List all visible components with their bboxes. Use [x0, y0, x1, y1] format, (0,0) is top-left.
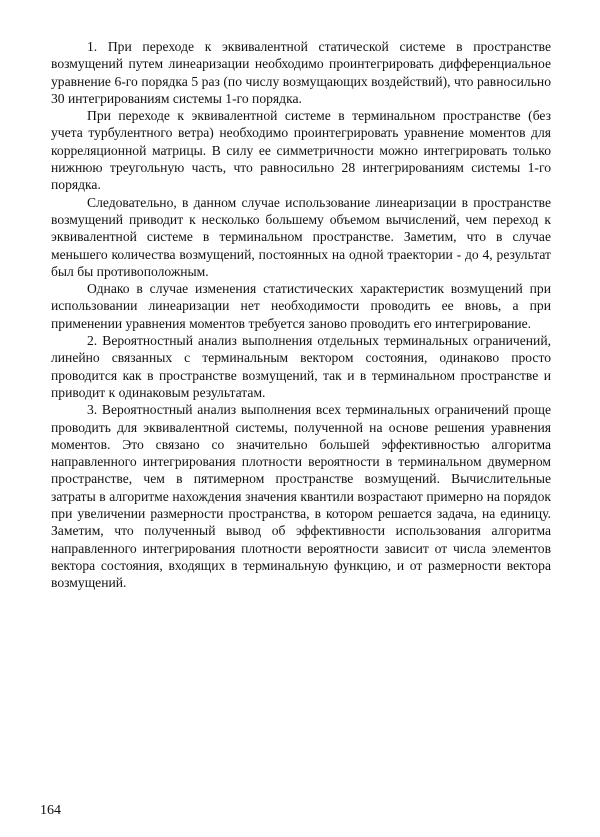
- paragraph-4: Однако в случае изменения статистических характеристик возмущений при использовании линеаризации нет необходимости проводить ее вновь, а при применении уравнения моментов требуется заново проводить его интегрирование.: [51, 281, 551, 331]
- paragraph-2: При переходе к эквивалентной системе в терминальном пространстве (без учета турбулентного ветра) необходимо проинтегрировать уравнение моментов для корреляционной матрицы. В силу ее симметричности можно интегрировать только нижнюю треугольную часть, что равносильно 28 интегрированиям системы 1-го порядка.: [51, 108, 551, 193]
- paragraph-5: 2. Вероятностный анализ выполнения отдельных терминальных ограничений, линейно связанных с терминальным вектором состояния, одинаково просто проводится как в пространстве возмущений, так и в терминальном пространстве и приводит к одинаковым результатам.: [51, 333, 551, 400]
- paragraph-3: Следовательно, в данном случае использование линеаризации в пространстве возмущений приводит к несколько большему объемом вычислений, чем переход к эквивалентной системе в терминальном пространстве. Заметим, что в случае меньшего количества возмущений, постоянных на одной траектории - до 4, результат был бы противоположным.: [51, 194, 551, 279]
- paragraph-6: 3. Вероятностный анализ выполнения всех терминальных ограничений проще проводить для эквивалентной системы, полученной на основе решения уравнения моментов. Это связано со значительно большей эффективностью алгоритма направленного интегрирования плотности вероятности в терминальном двумерном пространстве, чем в пятимерном пространстве возмущений. Вычислительные затраты в алгоритме нахождения значения квантили возрастают примерно на порядок при увеличении размерности пространства, в котором решается задача, на единицу. Заметим, что полученный вывод об эффективности использования алгоритма направленного интегрирования плотности вероятности зависит от числа элементов вектора состояния, входящих в терминальную функцию, и от размерности вектора возмущений.: [51, 402, 551, 591]
- page-number: 164: [40, 803, 61, 818]
- body-text: [51, 38, 551, 592]
- paragraph-1: 1. При переходе к эквивалентной статической системе в пространстве возмущений путем линеаризации необходимо проинтегрировать дифференциальное уравнение 6-го порядка 5 раз (по числу возмущающих воздействий), что равносильно 30 интегрированиям системы 1-го порядка.: [51, 39, 551, 106]
